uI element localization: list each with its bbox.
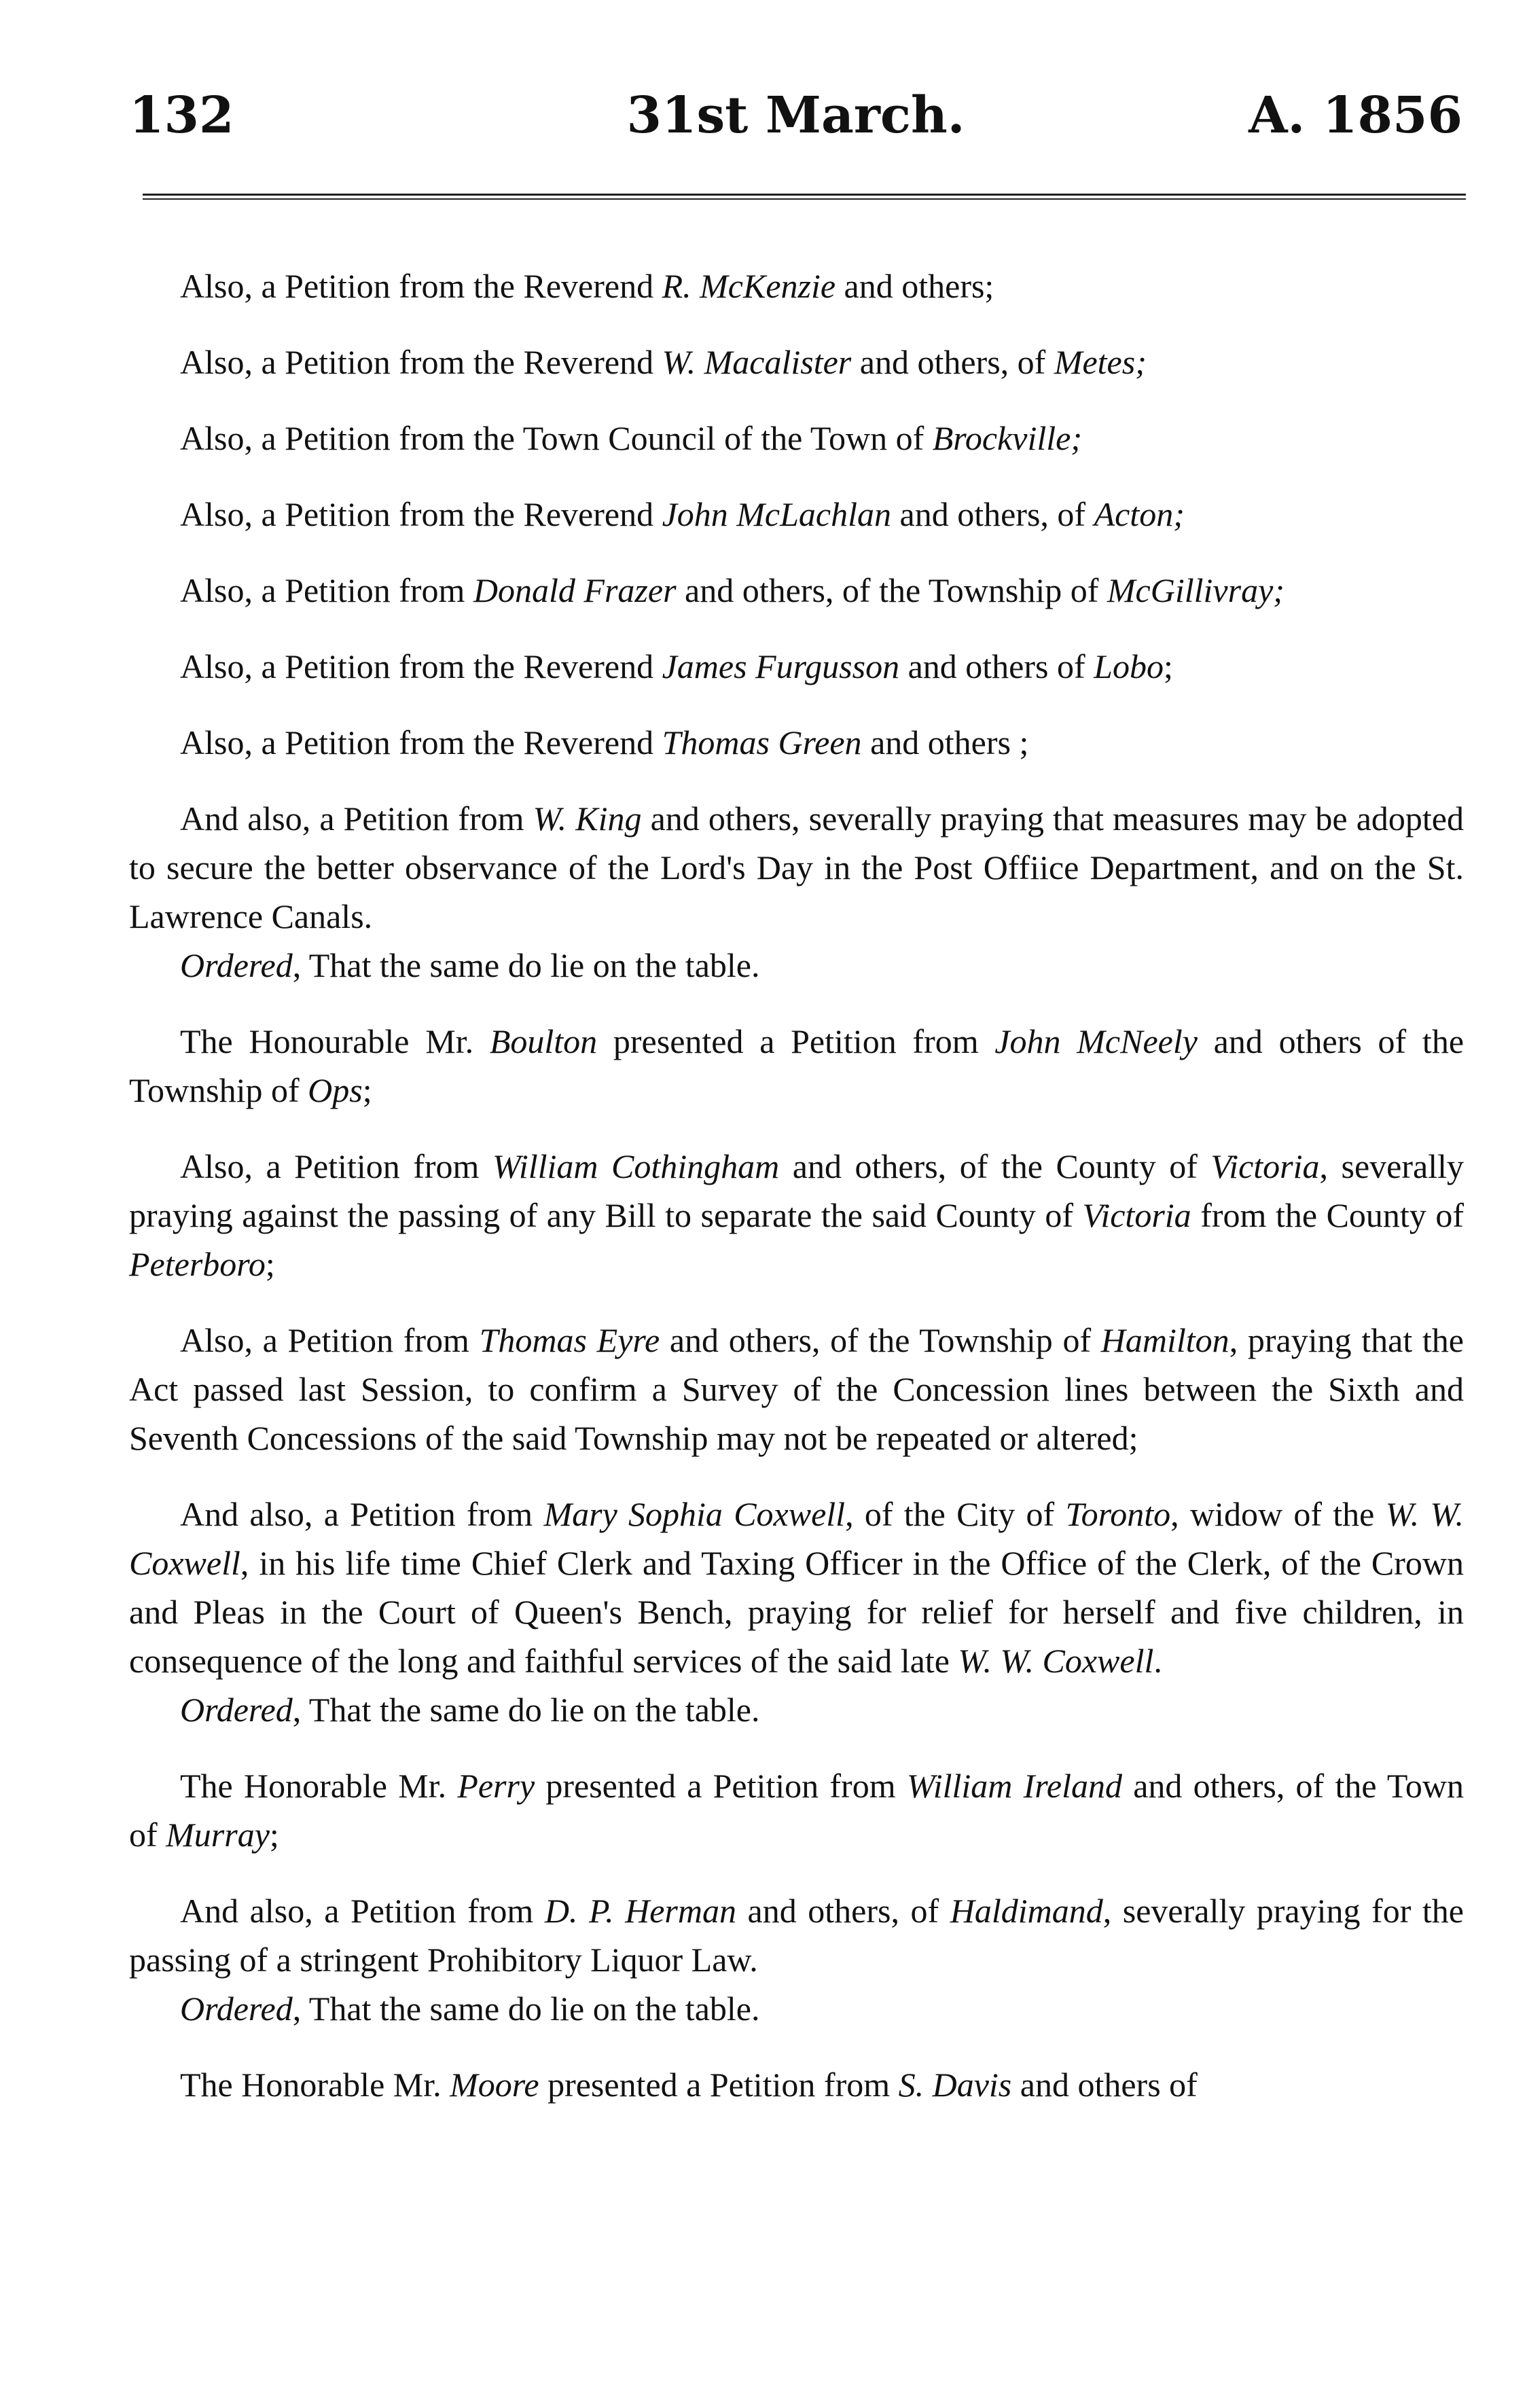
paragraph-9: The Honourable Mr. Boulton presented a Petition from John McNeely and others of the Township of Ops;	[129, 1022, 1465, 1109]
paragraph-13: The Honorable Mr. Perry presented a Petition from William Ireland and others, of the Town of Murray;	[129, 1767, 1465, 1854]
paragraph-7: Also, a Petition from the Reverend Thomas Green and others ;	[180, 723, 1029, 761]
paragraph-11: Also, a Petition from Thomas Eyre and others, of the Township of Hamilton, praying that the Act passed last Session, to confirm a Survey of the Concession lines between the Sixth and Seventh Concessions of the said Township may not be repeated or altered;	[129, 1321, 1465, 1457]
page-date: 31st March.	[626, 86, 965, 145]
paragraph-4: Also, a Petition from the Reverend John McLachlan and others, of Acton;	[180, 495, 1185, 533]
paragraph-5: Also, a Petition from Donald Frazer and others, of the Township of McGillivray;	[180, 571, 1285, 609]
order-line-3: Ordered, That the same do lie on the table.	[180, 1990, 760, 2028]
page-header	[129, 78, 1462, 153]
paragraph-10: Also, a Petition from William Cothingham and others, of the County of Victoria, severally praying against the passing of any Bill to separate the said County of Victoria from the County of Peterboro;	[129, 1147, 1464, 1283]
order-line-1: Ordered, That the same do lie on the table.	[180, 946, 760, 984]
paragraph-12: And also, a Petition from Mary Sophia Coxwell, of the City of Toronto, widow of the W. W. Coxwell, in his life time Chief Clerk and Taxing Officer in the Office of the Clerk, of the Crown and Pleas in the Court of Queen's Bench, praying for relief for herself and five children, in consequence of the long and faithful services of the said late W. W. Coxwell.	[129, 1495, 1465, 1680]
paragraph-1: Also, a Petition from the Reverend R. McKenzie and others;	[180, 267, 994, 305]
paragraph-8: And also, a Petition from W. King and others, severally praying that measures may be adopted to secure the better observance of the Lord's Day in the Post Offiice Department, and on the St. Lawrence Canals.	[129, 799, 1464, 935]
paragraph-14: And also, a Petition from D. P. Herman and others, of Haldimand, severally praying for the passing of a stringent Prohibitory Liquor Law.	[129, 1892, 1464, 1979]
page-number: 132	[129, 86, 234, 145]
paragraph-6: Also, a Petition from the Reverend James Furgusson and others of Lobo;	[180, 647, 1173, 685]
order-line-2: Ordered, That the same do lie on the table.	[180, 1691, 760, 1729]
paragraph-2: Also, a Petition from the Reverend W. Macalister and others, of Metes;	[180, 343, 1147, 381]
paragraph-3: Also, a Petition from the Town Council of the Town of Brockville;	[180, 419, 1082, 457]
page-year: A. 1856	[1248, 86, 1462, 145]
document-body	[129, 262, 1464, 2136]
header-rule	[143, 194, 1466, 200]
paragraph-15: The Honorable Mr. Moore presented a Petition from S. Davis and others of	[180, 2066, 1198, 2104]
